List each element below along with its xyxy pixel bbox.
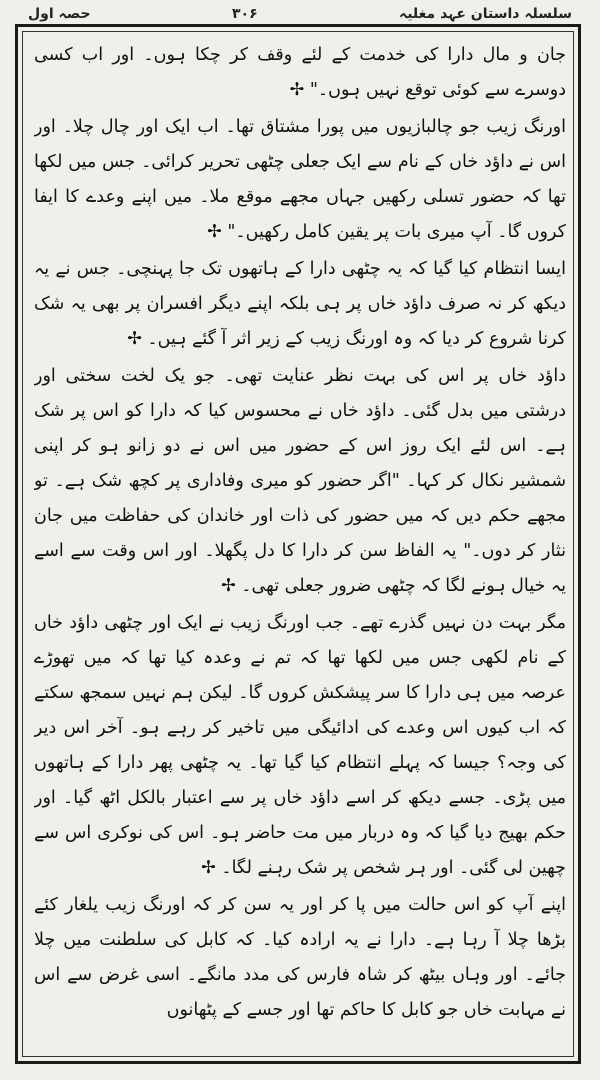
paragraph-3: ایسا انتظام کیا گیا کہ یہ چٹھی دارا کے ہاتھوں تک جا پہنچی۔ جس نے یہ دیکھ کر نہ صرف داؤد خاں پر ہی بلکہ اپنے دیگر افسران پر بھی یہ شک کرنا شروع کر دیا کہ وہ اورنگ زیب کے زیر اثر آ گئے ہیں۔ ✢ [34,259,566,349]
body-text [34,38,566,1048]
paragraph-2: اورنگ زیب جو چالبازیوں میں پورا مشتاق تھا۔ اب ایک اور چال چلا۔ اور اس نے داؤد خاں کے نام سے ایک جعلی چٹھی تحریر کرائی۔ جس میں لکھا تھا کہ حضور تسلی رکھیں جہاں مجھے موقع ملا۔ میں اپنے وعدے کا ایفا کروں گا۔ آپ میری بات پر یقین کامل رکھیں۔" ✢ [34,117,566,242]
paragraph-1: جان و مال دارا کی خدمت کے لئے وقف کر چکا ہوں۔ اور اب کسی دوسرے سے کوئی توقع نہیں ہوں۔" ✢ [34,45,566,100]
paragraph-4: داؤد خاں پر اس کی بہت نظر عنایت تھی۔ جو یک لخت سختی اور درشتی میں بدل گئی۔ داؤد خاں نے محسوس کیا کہ دارا کو اس پر شک ہے۔ اس لئے ایک روز اس کے حضور میں اس نے دو زانو ہو کر اپنی شمشیر نکال کر کہا۔ "اگر حضور کو میری وفاداری پر کچھ شک ہے۔ تو مجھے حکم دیں کہ میں حضور کی ذات اور خاندان کی حفاظت میں جان نثار کر دوں۔" یہ الفاظ سن کر دارا کا دل پگھلا۔ اور اس وقت سے اسے یہ خیال ہونے لگا کہ چٹھی ضرور جعلی تھی۔ ✢ [34,366,566,596]
page-number: ۳۰۶ [232,6,258,22]
running-header [28,2,572,26]
paragraph-5: مگر بہت دن نہیں گذرے تھے۔ جب اورنگ زیب نے ایک اور چٹھی داؤد خاں کے نام لکھی جس میں لکھا تھا کہ تم نے وعدہ کیا تھا کہ میں تھوڑے عرصہ میں ہی دارا کا سر پیشکش کروں گا۔ لیکن ہم نہیں سمجھ سکتے کہ اب کیوں اس وعدے کی ادائیگی میں تاخیر کر رہے ہو۔ آخر اس دیر کی وجہ؟ جیسا کہ پہلے انتظام کیا گیا تھا۔ یہ چٹھی پھر دارا کے ہاتھوں میں پڑی۔ جسے دیکھ کر اسے داؤد خاں پر سے اعتبار بالکل اٹھ گیا۔ اور حکم بھیج دیا گیا کہ وہ دربار میں مت حاضر ہو۔ اس کی نوکری اس سے چھین لی گئی۔ اور ہر شخص پر شک رہنے لگا۔ ✢ [34,613,566,878]
header-title: سلسلہ داستان عہد مغلیہ [399,6,572,22]
paragraph-6: اپنے آپ کو اس حالت میں پا کر اور یہ سن کر کہ اورنگ زیب یلغار کئے بڑھا چلا آ رہا ہے۔ دارا نے یہ ارادہ کیا۔ کہ کابل کی سلطنت میں چلا جائے۔ اور وہاں بیٹھ کر شاہ فارس کی مدد مانگے۔ اسی غرض سے اس نے مہابت خاں جو کابل کا حاکم تھا اور جسے کے پٹھانوں [34,895,566,1020]
header-chapter: حصہ اول [28,6,91,22]
